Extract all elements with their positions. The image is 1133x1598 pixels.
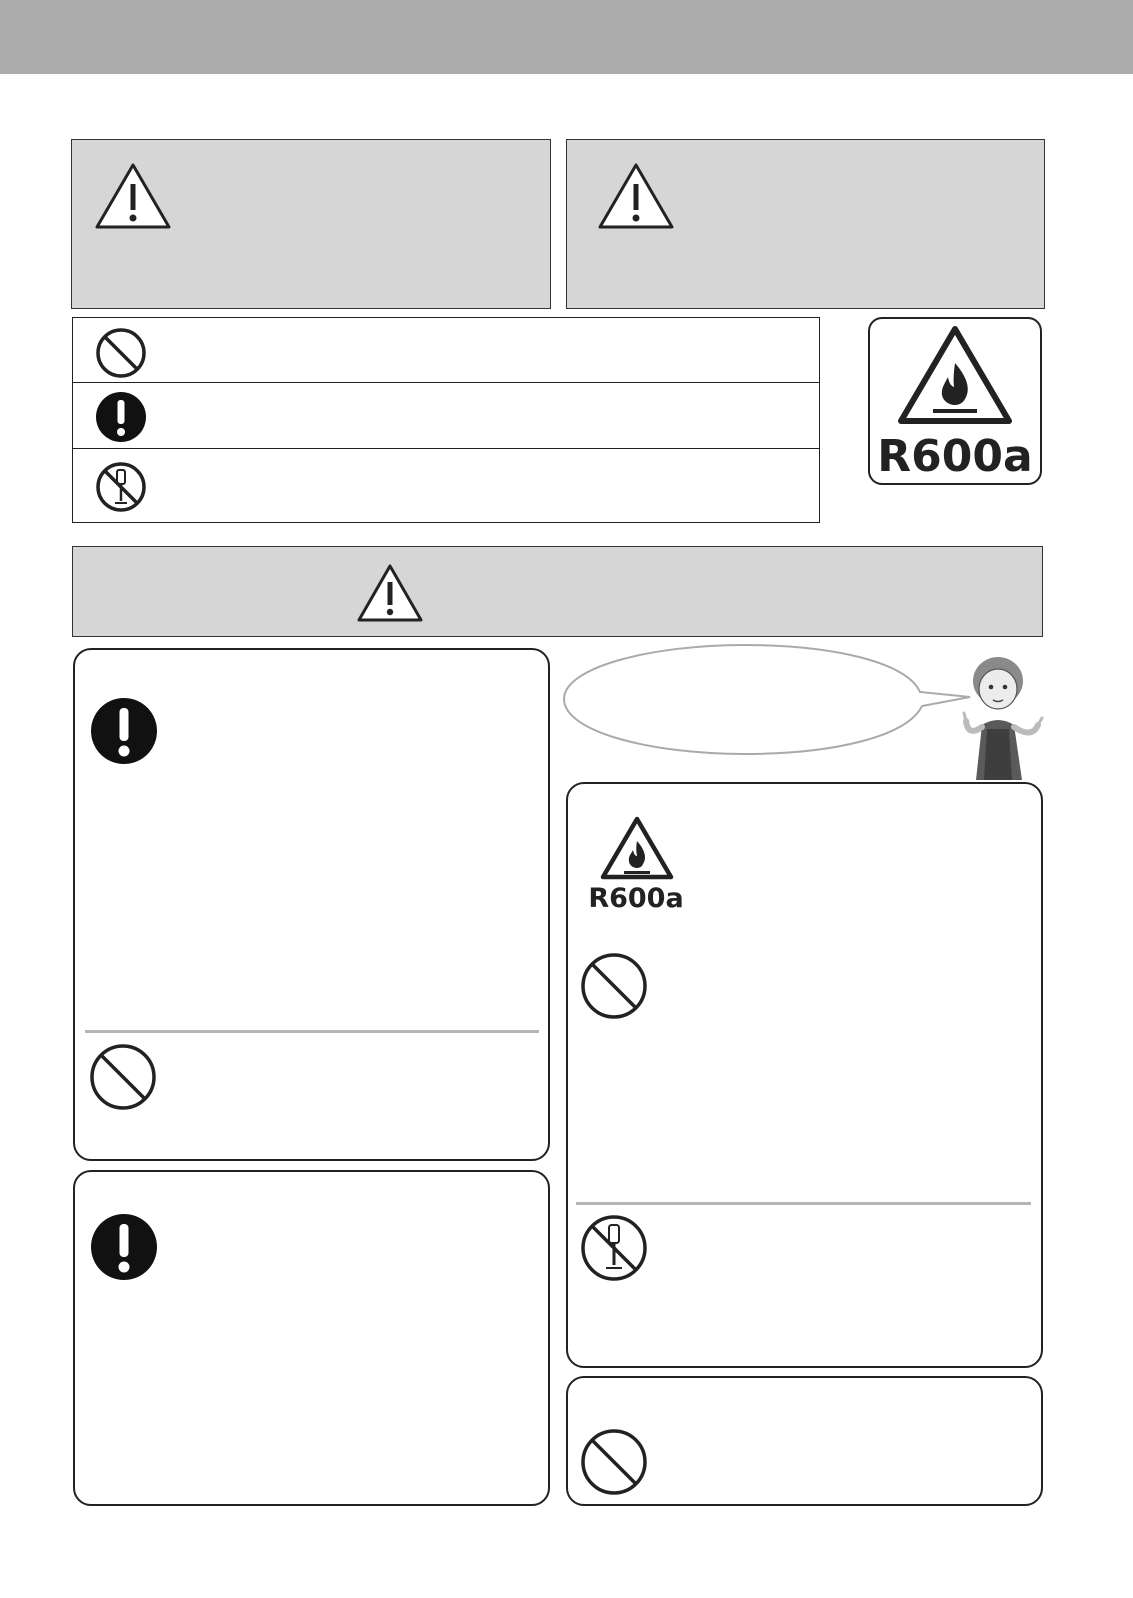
no-disassembly-icon (95, 461, 147, 513)
mandatory-action-icon (95, 391, 147, 443)
warning-banner (72, 546, 1043, 637)
caution-box-left-lower (73, 1170, 550, 1506)
flammable-refrigerant-icon (588, 814, 688, 914)
caution-box-right-lower (566, 1376, 1043, 1506)
warning-triangle-icon (356, 563, 424, 623)
warning-panel-right (566, 139, 1045, 309)
mandatory-action-icon (89, 1212, 159, 1282)
refrigerant-small-badge (588, 814, 688, 914)
warning-triangle-icon (597, 162, 675, 230)
person-illustration (954, 655, 1049, 780)
no-disassembly-icon (580, 1214, 648, 1282)
caution-box-left-upper (73, 648, 550, 1161)
prohibited-icon (95, 327, 147, 379)
warning-triangle-icon (94, 162, 172, 230)
speech-bubble (562, 642, 982, 757)
flammable-refrigerant-icon (870, 319, 1040, 483)
section-divider (85, 1030, 539, 1033)
symbol-row-no-disassembly (72, 448, 820, 523)
prohibited-icon (580, 952, 648, 1020)
refrigerant-badge (868, 317, 1042, 485)
header-bar (0, 0, 1133, 74)
prohibited-icon (89, 1043, 157, 1111)
refrigerant-badge-label: R600a (877, 431, 1033, 482)
mandatory-action-icon (89, 696, 159, 766)
section-divider (576, 1202, 1031, 1205)
symbol-row-prohibited (72, 317, 820, 384)
symbol-row-mandatory (72, 382, 820, 450)
prohibited-icon (580, 1428, 648, 1496)
warning-panel-left (71, 139, 551, 309)
caution-box-right-upper (566, 782, 1043, 1368)
refrigerant-small-badge-label: R600a (588, 883, 684, 914)
